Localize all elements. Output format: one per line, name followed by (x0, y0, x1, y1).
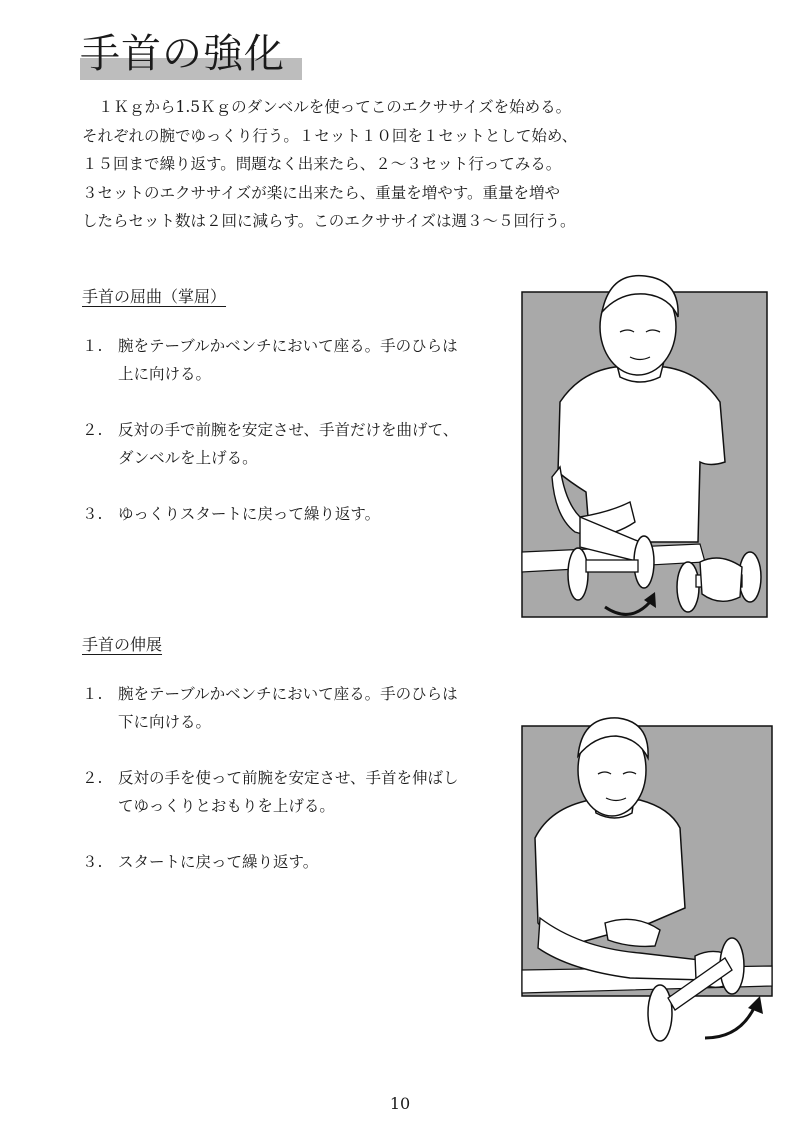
step-number: １. (82, 685, 103, 703)
step-line: 腕をテーブルかベンチにおいて座る。手のひらは (118, 337, 458, 355)
step-line: てゆっくりとおもりを上げる。 (118, 797, 335, 815)
wrist-flexion-illustration (520, 262, 770, 624)
section-heading-flexion: 手首の屈曲（掌屈） (82, 287, 227, 306)
step-item (82, 500, 522, 528)
step-line: 腕をテーブルかベンチにおいて座る。手のひらは (118, 685, 458, 703)
intro-line: ３セットのエクササイズが楽に出来たら、重量を増やす。重量を増や (82, 183, 561, 202)
wrist-extension-illustration (520, 708, 775, 1053)
step-number: ３. (82, 853, 103, 871)
step-number: １. (82, 337, 103, 355)
intro-line: したらセット数は２回に減らす。このエクササイズは週３～５回行う。 (82, 212, 576, 230)
step-line: 上に向ける。 (118, 365, 212, 383)
step-item (82, 764, 522, 820)
page-title: 手首の強化 (80, 31, 285, 77)
step-item (82, 416, 522, 472)
intro-paragraph (82, 93, 662, 236)
intro-line: １Ｋｇから1.5Ｋｇのダンベルを使ってこのエクササイズを始める。 (98, 98, 572, 116)
step-line: 下に向ける。 (118, 713, 212, 731)
step-line: 反対の手で前腕を安定させ、手首だけを曲げて、 (118, 421, 459, 439)
step-item (82, 680, 522, 736)
section-heading-extension: 手首の伸展 (82, 635, 163, 654)
step-line: スタートに戻って繰り返す。 (118, 853, 319, 871)
steps-extension (82, 680, 522, 904)
step-line: 反対の手を使って前腕を安定させ、手首を伸ばし (118, 769, 459, 787)
intro-line: １５回まで繰り返す。問題なく出来たら、２～３セット行ってみる。 (82, 155, 562, 173)
page-number: 10 (389, 1094, 411, 1113)
step-item (82, 332, 522, 388)
step-number: ３. (82, 505, 103, 523)
title-block (80, 28, 285, 80)
intro-line: それぞれの腕でゆっくり行う。１セット１０回を１セットとして始め、 (82, 126, 578, 145)
step-line: ゆっくりスタートに戻って繰り返す。 (118, 505, 381, 523)
steps-flexion (82, 332, 522, 556)
step-line: ダンベルを上げる。 (118, 449, 258, 467)
step-number: ２. (82, 769, 103, 787)
step-item (82, 848, 522, 876)
step-number: ２. (82, 421, 103, 439)
